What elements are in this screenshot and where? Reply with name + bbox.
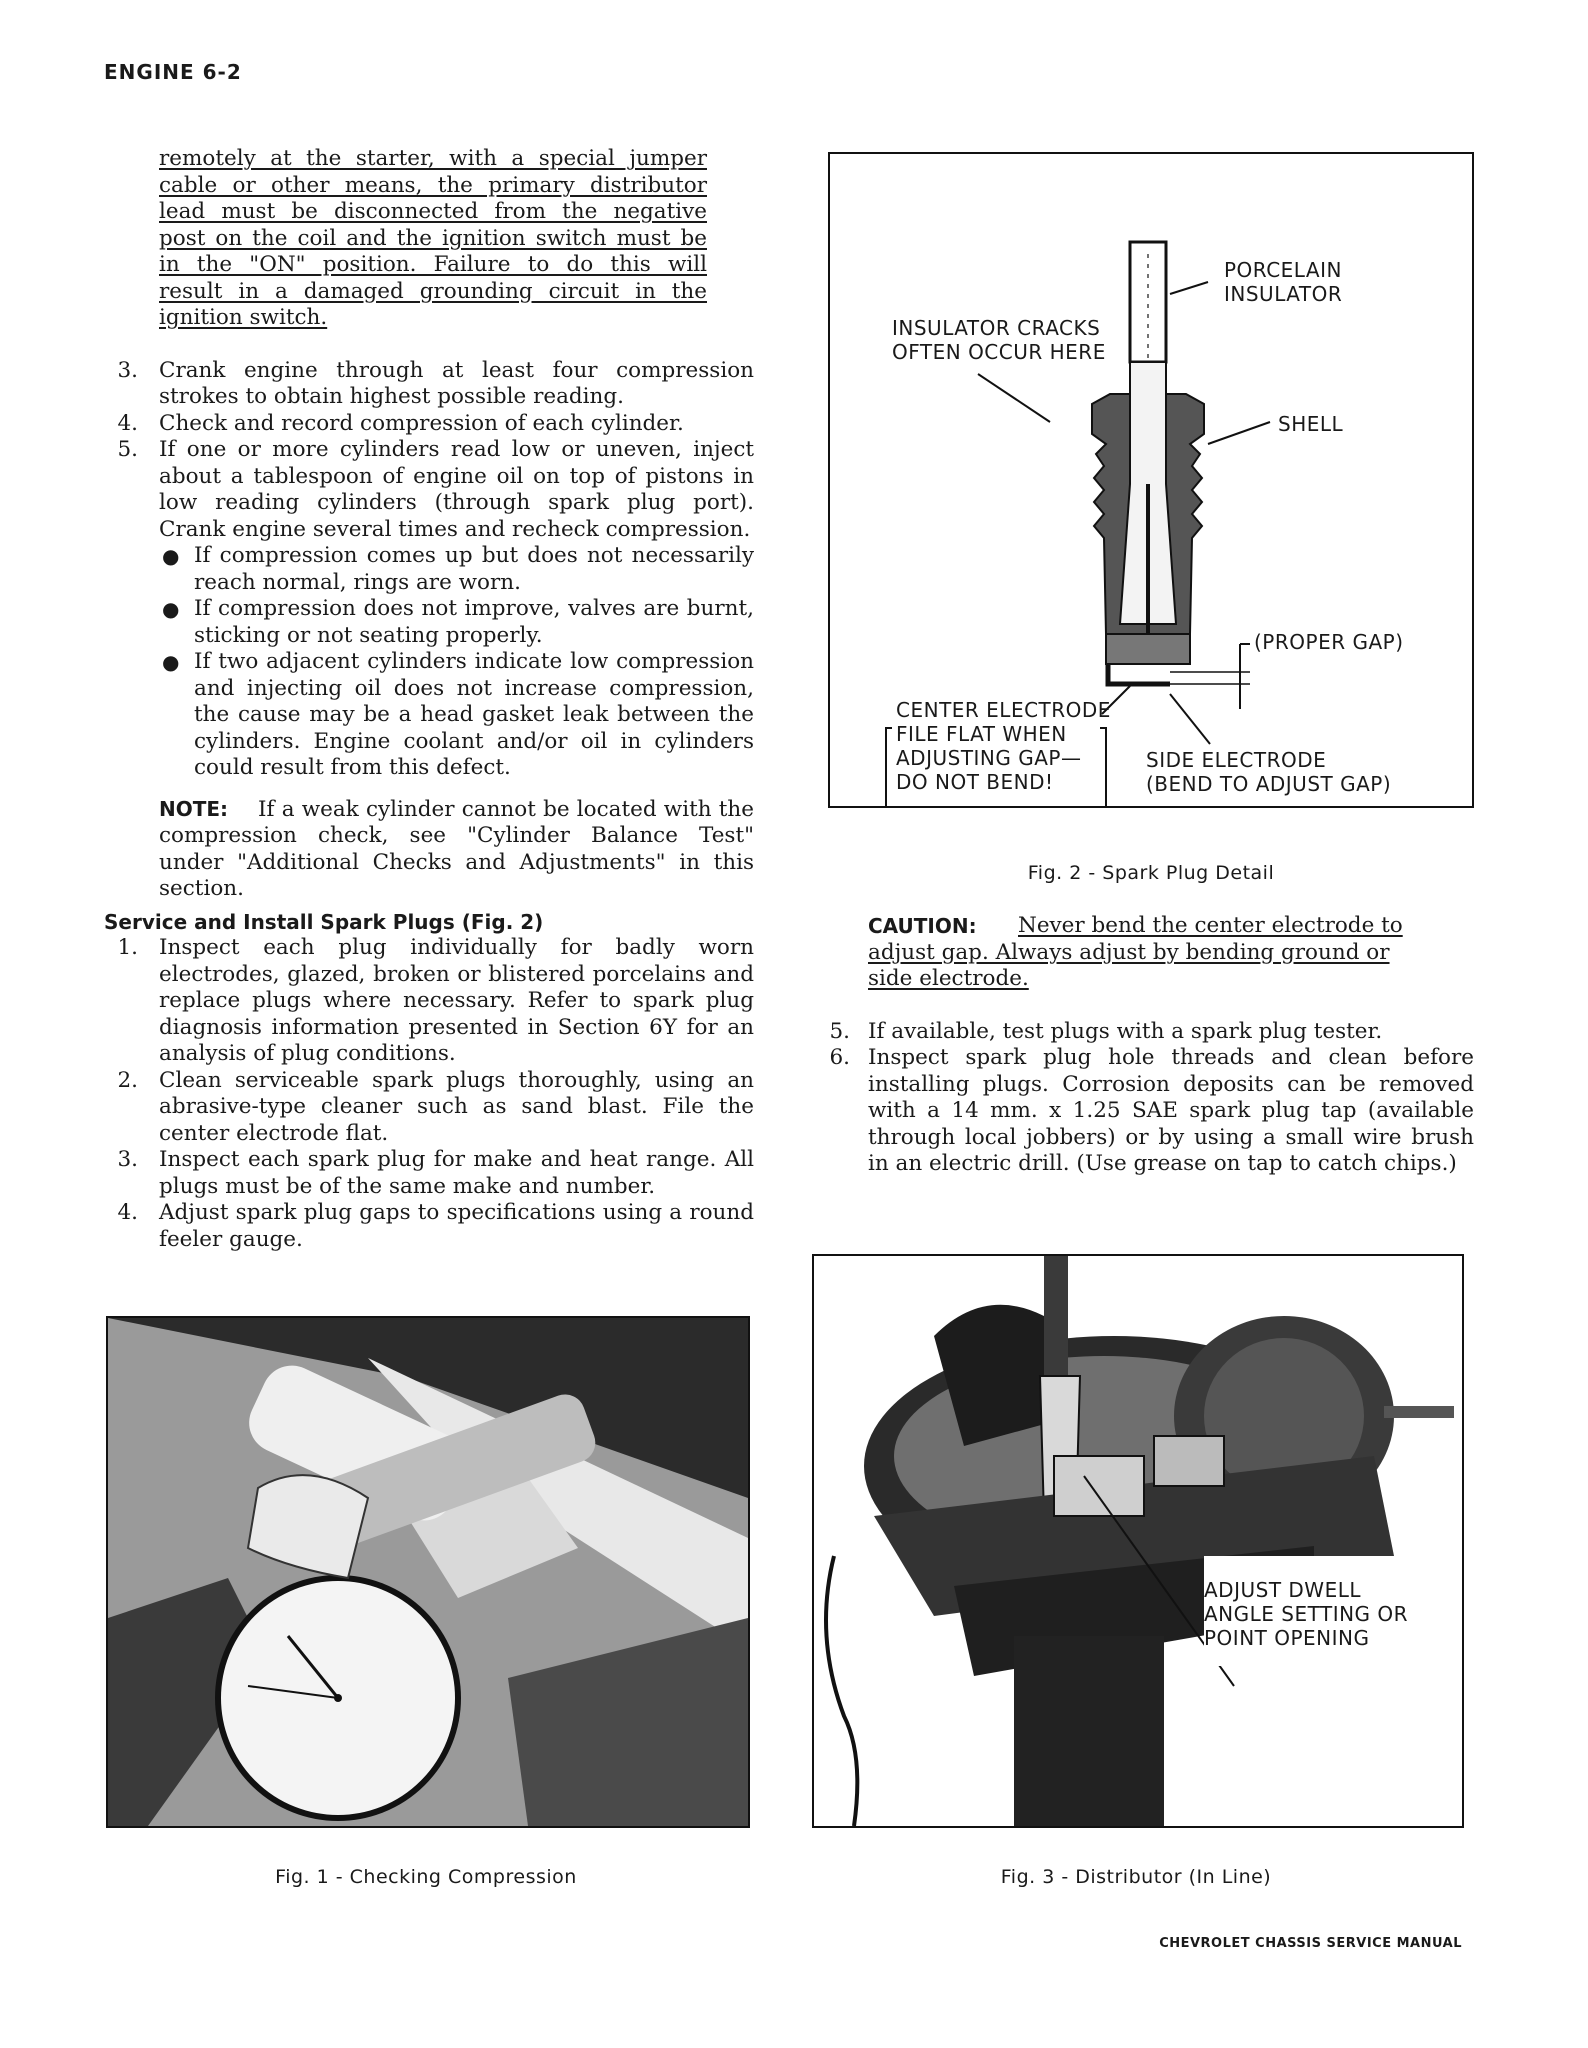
label-porcelain-insulator: PORCELAIN INSULATOR bbox=[1224, 258, 1343, 306]
step-item bbox=[104, 437, 754, 543]
warning-line: post on the coil and the ignition switch must be bbox=[159, 225, 707, 251]
caution-line: Never bend the center electrode to bbox=[1018, 913, 1403, 938]
fig1-caption: Fig. 1 - Checking Compression bbox=[275, 1866, 577, 1888]
section-heading: Service and Install Spark Plugs (Fig. 2) bbox=[104, 909, 544, 934]
caution-paragraph bbox=[828, 913, 1474, 993]
bullet-icon: ● bbox=[162, 650, 180, 674]
label-adjust-dwell: ADJUST DWELL ANGLE SETTING OR POINT OPENING bbox=[1204, 1578, 1409, 1650]
step-text: Inspect spark plug hole threads and clean before installing plugs. Corrosion deposits can be removed with a 14 mm. x 1.25 SAE spark plug tap (available through local jobbers) or by using a small wire brush in an electric drill. (Use grease on tap to catch chips.) bbox=[868, 1045, 1474, 1176]
bullet-item bbox=[104, 596, 754, 649]
step-number: 5. bbox=[117, 437, 138, 462]
distributor-photo bbox=[812, 1254, 1464, 1828]
step-text: Inspect each plug individually for badly worn electrodes, glazed, broken or blistered porcelains and replace plugs where necessary. Refer to spark plug diagnosis information presented in Section 6Y for an analysis of plug conditions. bbox=[159, 935, 754, 1066]
bullet-item bbox=[104, 649, 754, 782]
caution-line: adjust gap. Always adjust by bending ground or bbox=[868, 939, 1390, 965]
step-text: Check and record compression of each cylinder. bbox=[159, 410, 684, 436]
note-label: NOTE: bbox=[159, 796, 229, 821]
step-text: Clean serviceable spark plugs thoroughly, using an abrasive-type cleaner such as sand blast. File the center electrode flat. bbox=[159, 1067, 754, 1146]
step-text: Crank engine through at least four compression strokes to obtain highest possible reading. bbox=[159, 357, 754, 409]
fig3-caption: Fig. 3 - Distributor (In Line) bbox=[1000, 1866, 1272, 1888]
label-side-electrode: SIDE ELECTRODE (BEND TO ADJUST GAP) bbox=[1146, 748, 1392, 796]
step-number: 5. bbox=[829, 1018, 850, 1044]
warning-line: cable or other means, the primary distributor bbox=[159, 172, 707, 198]
compression-photo bbox=[106, 1316, 750, 1828]
bullet-icon: ● bbox=[162, 544, 180, 568]
spark-plug-figure bbox=[828, 152, 1474, 808]
bullet-icon: ● bbox=[162, 597, 180, 621]
page-header: ENGINE 6-2 bbox=[104, 60, 242, 84]
step-text: Inspect each spark plug for make and heat range. All plugs must be of the same make and number. bbox=[159, 1147, 754, 1199]
distributor-image bbox=[814, 1256, 1462, 1826]
label-shell: SHELL bbox=[1278, 412, 1344, 436]
page-footer: CHEVROLET CHASSIS SERVICE MANUAL bbox=[1159, 1936, 1462, 1951]
fig2-caption: Fig. 2 - Spark Plug Detail bbox=[1027, 862, 1275, 884]
warning-line: result in a damaged grounding circuit in the bbox=[159, 278, 707, 304]
label-insulator-cracks: INSULATOR CRACKS OFTEN OCCUR HERE bbox=[892, 316, 1106, 364]
warning-line: remotely at the starter, with a special jumper bbox=[159, 146, 707, 171]
bullet-item bbox=[104, 543, 754, 596]
right-column bbox=[828, 913, 1474, 1178]
bullet-text: If compression comes up but does not necessarily reach normal, rings are worn. bbox=[194, 543, 754, 595]
step-item bbox=[104, 358, 754, 411]
step-number: 1. bbox=[117, 935, 138, 960]
step-text: If available, test plugs with a spark plug tester. bbox=[868, 1018, 1383, 1044]
bullet-text: If two adjacent cylinders indicate low compression and injecting oil does not increase compression, the cause may be a head gasket leak between the cylinders. Engine coolant and/or oil in cylinders could result from this defect. bbox=[194, 649, 754, 780]
caution-line: side electrode. bbox=[868, 966, 1029, 991]
step-number: 6. bbox=[829, 1045, 850, 1070]
step-number: 2. bbox=[117, 1067, 138, 1093]
step-number: 3. bbox=[117, 1147, 138, 1172]
caution-label: CAUTION: bbox=[868, 914, 977, 938]
warning-line: in the "ON" position. Failure to do this will bbox=[159, 252, 707, 277]
label-file-flat: FILE FLAT WHEN ADJUSTING GAP— DO NOT BEND! bbox=[896, 722, 1082, 794]
note-text: If a weak cylinder cannot be located with the compression check, see "Cylinder Balance Test" under "Additional Checks and Adjustments" in this section. bbox=[159, 796, 754, 901]
warning-line: lead must be disconnected from the negative bbox=[159, 199, 707, 224]
step-item bbox=[828, 1019, 1474, 1046]
compression-gauge-image bbox=[108, 1318, 748, 1826]
label-center-electrode: CENTER ELECTRODE bbox=[896, 698, 1111, 722]
step-number: 4. bbox=[117, 1200, 138, 1225]
left-column bbox=[104, 146, 754, 1253]
step-number: 4. bbox=[117, 410, 138, 436]
spark-step bbox=[104, 1200, 754, 1253]
spark-step bbox=[104, 1147, 754, 1200]
step-item bbox=[828, 1045, 1474, 1178]
warning-line: ignition switch. bbox=[159, 305, 328, 330]
spark-step bbox=[104, 1068, 754, 1148]
step-item bbox=[104, 411, 754, 438]
label-proper-gap: (PROPER GAP) bbox=[1254, 630, 1404, 654]
step-text: Adjust spark plug gaps to specifications using a round feeler gauge. bbox=[159, 1200, 754, 1252]
note-paragraph bbox=[104, 796, 754, 903]
warning-text bbox=[104, 146, 707, 332]
bullet-text: If compression does not improve, valves are burnt, sticking or not seating properly. bbox=[194, 596, 754, 648]
spark-step bbox=[104, 935, 754, 1068]
step-number: 3. bbox=[117, 357, 138, 383]
step-text: If one or more cylinders read low or uneven, inject about a tablespoon of engine oil on top of pistons in low reading cylinders (through spark plug port). Crank engine several times and recheck compression. bbox=[159, 437, 754, 542]
